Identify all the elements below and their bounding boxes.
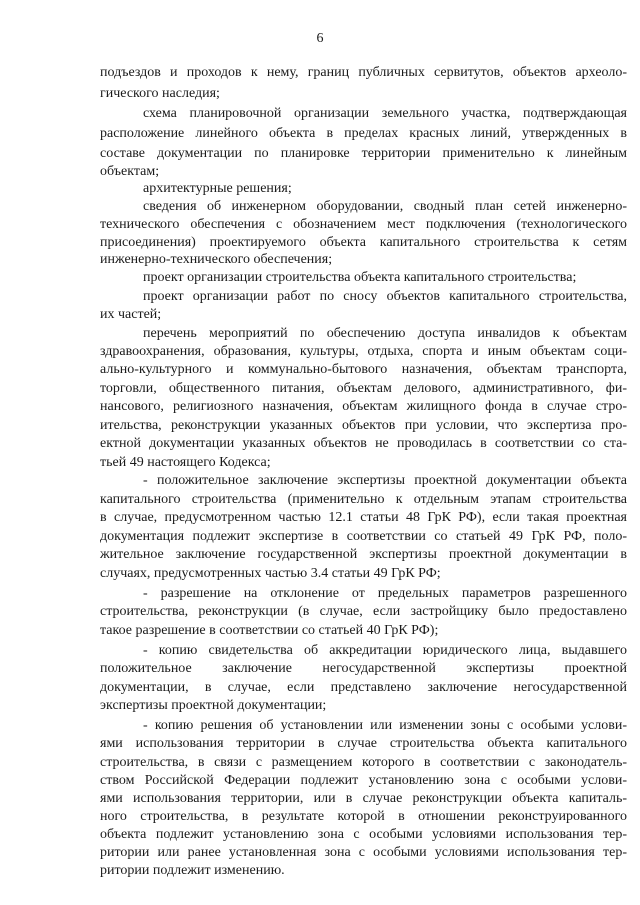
- text-line: объекта подлежит установлению зона с особыми условиями использования тер-: [100, 827, 627, 842]
- text-line: ями использования территории в случае строительства объекта капитального: [100, 736, 627, 751]
- text-line: тьей 49 настоящего Кодекса;: [100, 455, 271, 470]
- text-line: экспертизы проектной документации;: [100, 698, 327, 713]
- text-line: - разрешение на отклонение от предельных параметров разрешенного: [143, 586, 627, 601]
- text-line: составе документации по планировке территории применительно к линейным: [100, 146, 627, 161]
- text-line: ительства, реконструкции указанных объектов при условии, что экспертиза про-: [100, 418, 627, 433]
- text-line: случаях, предусмотренных частью 3.4 статьи 49 ГрК РФ;: [100, 566, 441, 581]
- text-line: объектам;: [100, 164, 160, 179]
- text-line: перечень мероприятий по обеспечению доступа инвалидов к объектам: [143, 326, 627, 341]
- text-line: положительное заключение негосударственной экспертизы проектной: [100, 661, 627, 676]
- page-number: 6: [316, 31, 324, 46]
- text-line: документации, в случае, если представлено заключение негосударственной: [100, 680, 627, 695]
- text-line: ектной документации указанных объектов не проводилась в соответствии со ста-: [100, 436, 627, 451]
- text-line: их частей;: [100, 307, 162, 322]
- text-line: инженерно-технического обеспечения;: [100, 252, 333, 267]
- text-line: такое разрешение в соответствии со статьей 40 ГрК РФ);: [100, 623, 439, 638]
- text-line: строительства, в связи с размещением которого в соответствии с законодатель-: [100, 755, 627, 770]
- text-line: присоединения) проектируемого объекта капитального строительства к сетям: [100, 235, 627, 250]
- text-line: архитектурные решения;: [143, 181, 292, 196]
- text-line: проект организации работ по сносу объектов капитального строительства,: [143, 289, 627, 304]
- text-line: схема планировочной организации земельного участка, подтверждающая: [143, 106, 627, 121]
- text-line: нансового, религиозного назначения, объектам жилищного фонда в случае стро-: [100, 399, 627, 414]
- text-line: - копию свидетельства об аккредитации юридического лица, выдавшего: [143, 643, 627, 658]
- text-line: подъездов и проходов к нему, границ публичных сервитутов, объектов археоло-: [100, 65, 627, 80]
- text-line: ально-культурного и коммунально-бытового назначения, объектам транспорта,: [100, 362, 627, 377]
- text-line: ного строительства, в результате которой в отношении реконструированного: [100, 809, 627, 824]
- text-line: жительное заключение государственной экспертизы проектной документации в: [100, 547, 627, 562]
- text-line: - копию решения об установлении или изменении зоны с особыми услови-: [143, 718, 627, 733]
- text-line: капитального строительства (применительно к отдельным этапам строительства: [100, 492, 627, 507]
- text-line: ритории или ранее установленная зона с особыми условиями использования тер-: [100, 845, 627, 860]
- text-line: технического обеспечения с обозначением мест подключения (технологического: [100, 217, 627, 232]
- text-line: документация подлежит экспертизе в соответствии со статьей 49 ГрК РФ, поло-: [100, 529, 627, 544]
- text-line: гического наследия;: [100, 86, 220, 101]
- text-line: проект организации строительства объекта капитального строительства;: [143, 270, 577, 285]
- text-line: ством Российской Федерации подлежит установлению зона с особыми услови-: [100, 773, 627, 788]
- text-line: ритории подлежит изменению.: [100, 863, 285, 878]
- text-line: здравоохранения, образования, культуры, отдыха, спорта и иным объектам соци-: [100, 344, 627, 359]
- text-line: в случае, предусмотренном частью 12.1 статьи 48 ГрК РФ), если такая проектная: [100, 510, 627, 525]
- text-line: сведения об инженерном оборудовании, сводный план сетей инженерно-: [143, 199, 627, 214]
- text-line: ями использования территории, или в случае реконструкции объекта капиталь-: [100, 791, 627, 806]
- text-line: расположение линейного объекта в пределах красных линий, утвержденных в: [100, 126, 627, 141]
- text-line: строительства, реконструкции (в случае, если застройщику было предоставлено: [100, 604, 627, 619]
- text-line: - положительное заключение экспертизы проектной документации объекта: [143, 473, 627, 488]
- text-line: торговли, общественного питания, объектам делового, административного, фи-: [100, 381, 627, 396]
